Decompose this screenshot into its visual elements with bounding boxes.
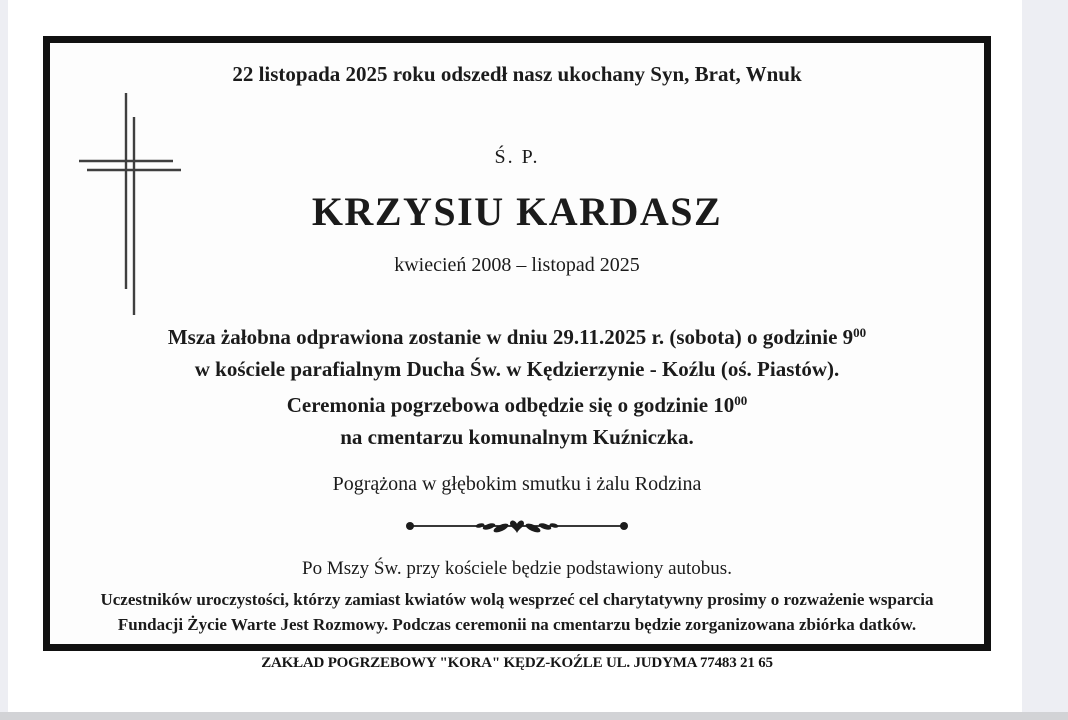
mass-line-2: w kościele parafialnym Ducha Św. w Kędzierzynie - Koźlu (oś. Piastów). bbox=[194, 357, 840, 381]
life-dates: kwiecień 2008 – listopad 2025 bbox=[394, 254, 640, 276]
photo-bottom-edge bbox=[0, 712, 1068, 720]
sp-abbreviation: Ś. P. bbox=[494, 146, 540, 168]
mass-hour-superscript: 00 bbox=[853, 325, 867, 340]
mass-details bbox=[50, 317, 984, 453]
charity-note-line-2: Fundacji Życie Warte Jest Rozmowy. Podczas ceremonii na cmentarzu będzie zorganizowana zbiórka datków. bbox=[117, 615, 917, 634]
deceased-name: KRZYSIU KARDASZ bbox=[311, 189, 723, 234]
ceremony-hour-superscript: 00 bbox=[734, 393, 748, 408]
mass-line-4: na cmentarzu komunalnym Kuźniczka. bbox=[340, 425, 694, 449]
bus-note: Po Mszy Św. przy kościele będzie podstawiony autobus. bbox=[302, 558, 732, 579]
condolence-line: Pogrążona w głębokim smutku i żalu Rodzina bbox=[332, 473, 702, 495]
funeral-home-footer: ZAKŁAD POGRZEBOWY "KORA" KĘDZ-KOŹLE UL. JUDYMA 77483 21 65 bbox=[261, 655, 773, 671]
scanned-photo-area bbox=[8, 0, 1022, 712]
death-announcement-line: 22 listopada 2025 roku odszedł nasz ukochany Syn, Brat, Wnuk bbox=[232, 62, 802, 86]
obituary-card bbox=[43, 36, 991, 651]
mass-line-1: Msza żałobna odprawiona zostanie w dniu 29.11.2025 r. (sobota) o godzinie $9^{00}$ bbox=[167, 325, 867, 349]
ornamental-divider bbox=[50, 513, 984, 539]
charity-note-line-1: Uczestników uroczystości, którzy zamiast kwiatów wolą wesprzeć cel charytatywny prosimy o rozważenie wsparcia bbox=[100, 590, 934, 609]
heart-divider-icon bbox=[402, 513, 632, 539]
mass-line-3: Ceremonia pogrzebowa odbędzie się o godzinie $10^{00}$ bbox=[286, 393, 748, 417]
charity-note bbox=[50, 587, 984, 637]
cross-icon bbox=[78, 91, 182, 315]
